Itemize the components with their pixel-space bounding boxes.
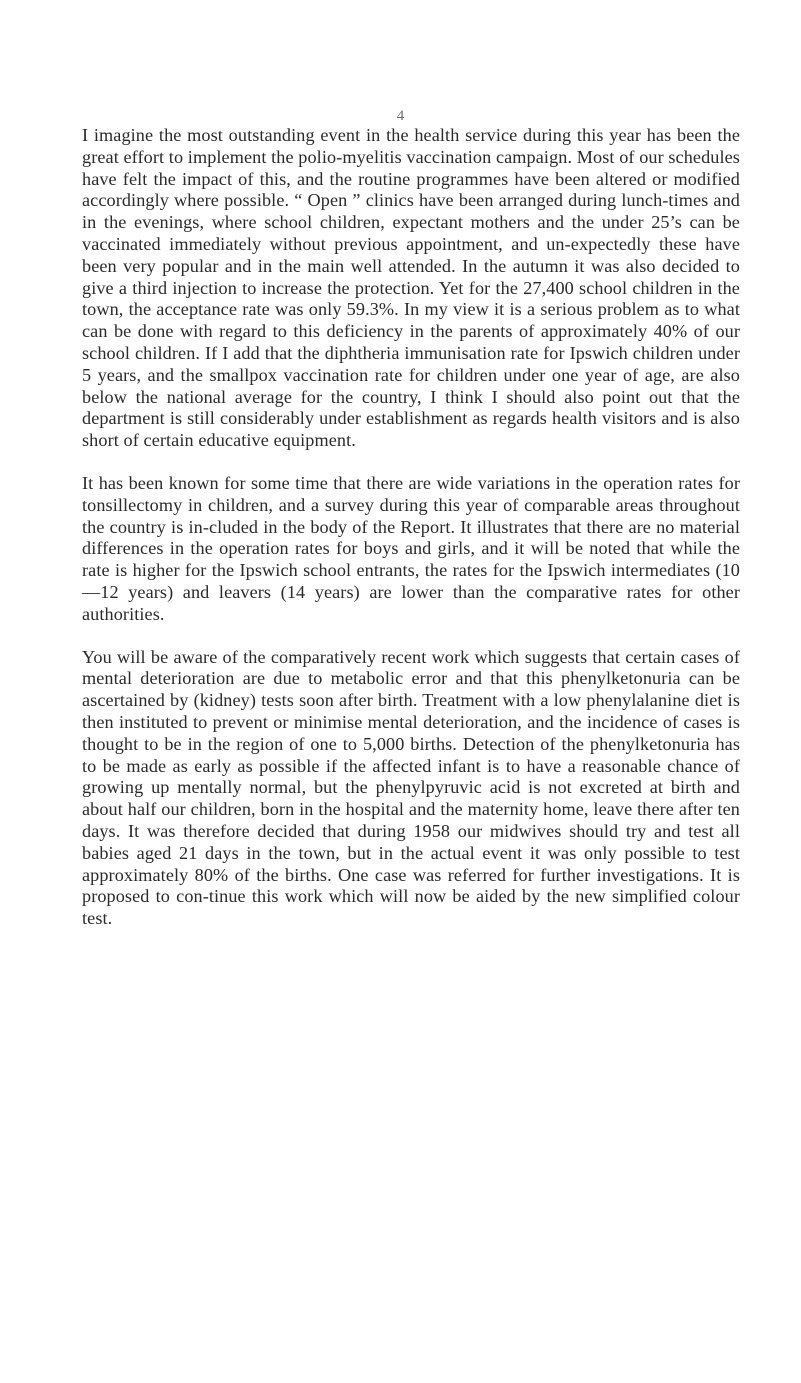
paragraph-polio-vaccination: I imagine the most outstanding event in the health service during this year has been the great effort to implement the polio-myelitis vaccination campaign. Most of our schedules have felt the impact of this, and the routine programmes have been altered or modified accordingly where possible. “ Open ” clinics have been arranged during lunch-times and in the evenings, where school children, expectant mothers and the under 25’s can be vaccinated immediately without previous appointment, and un-expectedly these have been very popular and in the main well attended. In the autumn it was also decided to give a third injection to increase the protection. Yet for the 27,400 school children in the town, the acceptance rate was only 59.3%. In my view it is a serious problem as to what can be done with regard to this deficiency in the parents of approximately 40% of our school children. If I add that the diphtheria immunisation rate for Ipswich children under 5 years, and the smallpox vaccination rate for children under one year of age, are also below the national average for the country, I think I should also point out that the department is still considerably under establishment as regards health visitors and is also short of certain educative equipment. (82, 125, 740, 451)
report-body (82, 125, 740, 951)
page-number: 4 (396, 108, 405, 124)
paragraph-tonsillectomy: It has been known for some time that there are wide variations in the operation rates for tonsillectomy in children, and a survey during this year of comparable areas throughout the country is in-cluded in the body of the Report. It illustrates that there are no material differences in the operation rates for boys and girls, and it will be noted that while the rate is higher for the Ipswich school entrants, the rates for the Ipswich intermediates (10—12 years) and leavers (14 years) are lower than the comparative rates for other authorities. (82, 472, 740, 624)
paragraph-phenylketonuria: You will be aware of the comparatively recent work which suggests that certain cases of mental deterioration are due to metabolic error and that this phenylketonuria can be ascertained by (kidney) tests soon after birth. Treatment with a low phenylalanine diet is then instituted to prevent or minimise mental deterioration, and the incidence of cases is thought to be in the region of one to 5,000 births. Detection of the phenylketonuria has to be made as early as possible if the affected infant is to have a reasonable chance of growing up mentally normal, but the phenylpyruvic acid is not excreted at birth and about half our children, born in the hospital and the maternity home, leave there after ten days. It was therefore decided that during 1958 our midwives should try and test all babies aged 21 days in the town, but in the actual event it was only possible to test approximately 80% of the births. One case was referred for further investigations. It is proposed to con-tinue this work which will now be aided by the new simplified colour test. (82, 646, 740, 929)
